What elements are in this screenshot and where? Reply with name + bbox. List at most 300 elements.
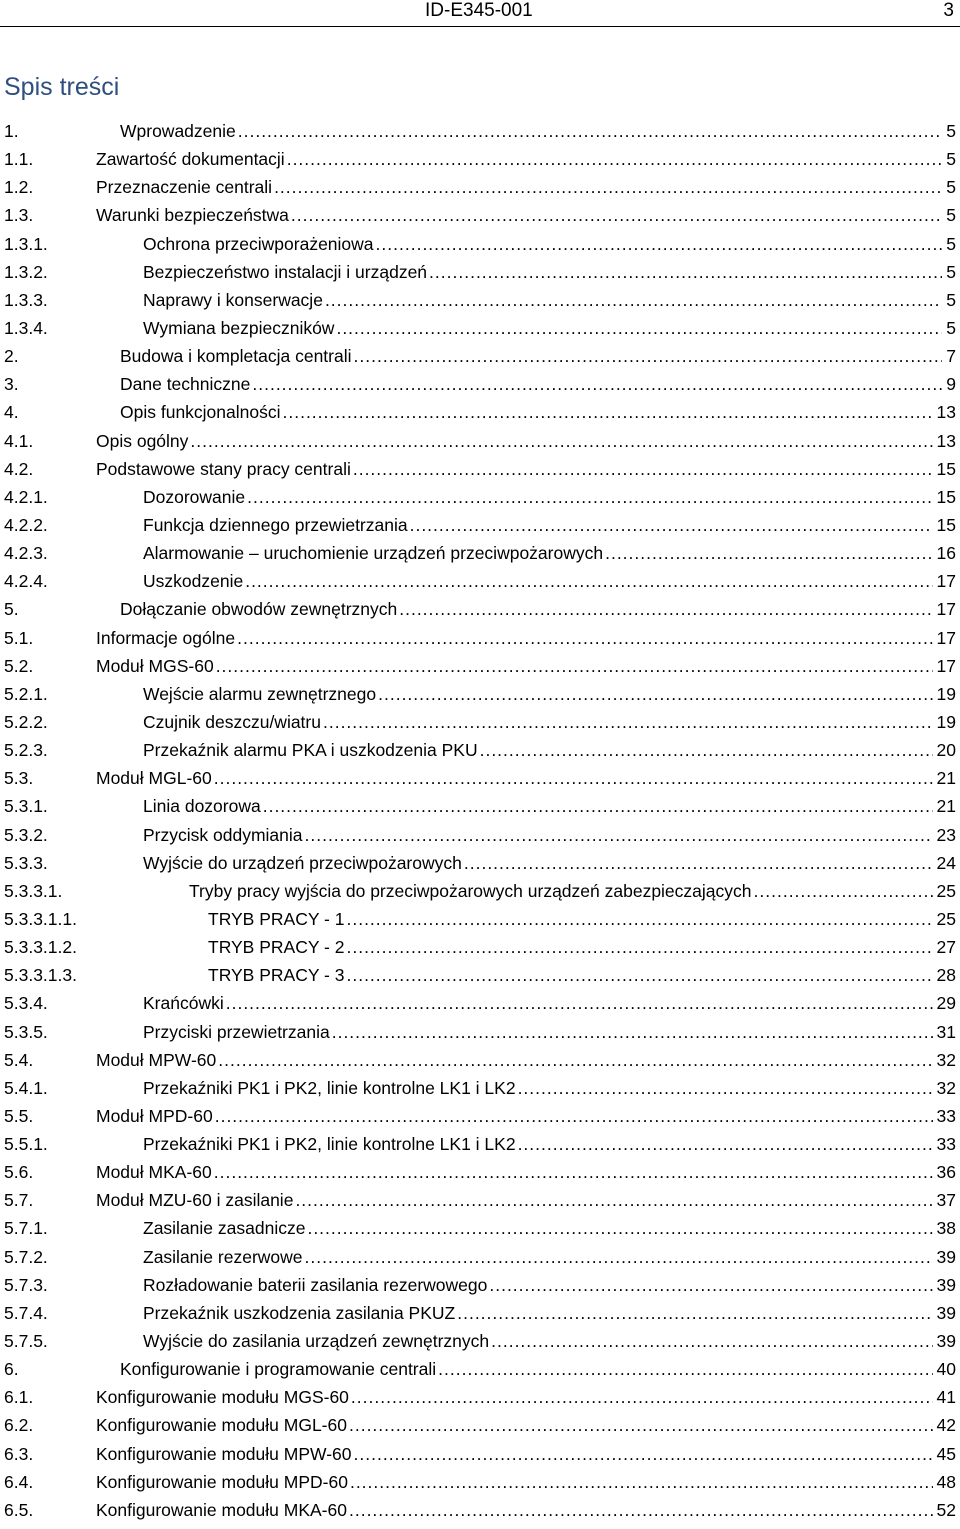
toc-entry-line bbox=[96, 173, 956, 201]
toc-entry-line bbox=[143, 314, 956, 342]
toc-entry-number: 6.4. bbox=[4, 1471, 34, 1492]
toc-entry-page: 24 bbox=[936, 852, 956, 873]
toc-entry[interactable] bbox=[4, 708, 956, 736]
toc-entry-number: 5.3.3. bbox=[4, 852, 48, 873]
toc-entry-number: 5.6. bbox=[4, 1162, 34, 1183]
toc-entry-title[interactable]: TRYB PRACY - 3 bbox=[208, 965, 345, 986]
toc-leader-dots bbox=[754, 877, 933, 905]
toc-entry-line bbox=[96, 652, 956, 680]
page-number: 3 bbox=[943, 0, 954, 21]
toc-leader-dots bbox=[291, 201, 942, 229]
toc-leader-dots bbox=[350, 1468, 933, 1496]
toc-entry-line bbox=[143, 483, 956, 511]
toc-entry[interactable] bbox=[4, 1214, 956, 1242]
toc-entry-title[interactable]: Krańcówki bbox=[143, 993, 224, 1014]
toc-leader-dots bbox=[307, 1214, 932, 1242]
toc-entry-page: 5 bbox=[946, 205, 956, 226]
toc-entry-number: 5.2.2. bbox=[4, 711, 48, 732]
toc-entry-line bbox=[96, 201, 956, 229]
toc-entry-page: 25 bbox=[936, 908, 956, 929]
toc-entry-line bbox=[208, 905, 956, 933]
toc-leader-dots bbox=[354, 1440, 933, 1468]
toc-entry-line bbox=[96, 1440, 956, 1468]
toc-entry-page: 25 bbox=[936, 880, 956, 901]
toc-entry[interactable] bbox=[4, 1355, 956, 1383]
toc-entry-title[interactable]: Rozładowanie baterii zasilania rezerwowego bbox=[143, 1274, 488, 1295]
toc-entry-title[interactable]: Przekaźnik alarmu PKA i uszkodzenia PKU bbox=[143, 740, 478, 761]
toc-entry[interactable] bbox=[4, 905, 956, 933]
toc-leader-dots bbox=[349, 1411, 933, 1439]
toc-entry-number: 5.7. bbox=[4, 1190, 34, 1211]
toc-entry-title[interactable]: Dołączanie obwodów zewnętrznych bbox=[120, 599, 398, 620]
toc-entry-page: 5 bbox=[946, 289, 956, 310]
toc-leader-dots bbox=[399, 595, 932, 623]
toc-entry[interactable] bbox=[4, 877, 956, 905]
toc-entry[interactable] bbox=[4, 145, 956, 173]
toc-entry-page: 40 bbox=[936, 1359, 956, 1380]
toc-entry-line bbox=[143, 230, 956, 258]
toc-leader-dots bbox=[378, 680, 932, 708]
toc-entry[interactable] bbox=[4, 989, 956, 1017]
toc-entry-page: 17 bbox=[936, 627, 956, 648]
toc-entry-line bbox=[208, 933, 956, 961]
toc-entry-page: 16 bbox=[936, 543, 956, 564]
toc-entry-number: 5.7.5. bbox=[4, 1331, 48, 1352]
toc-entry-title[interactable]: Konfigurowanie modułu MGL-60 bbox=[96, 1415, 347, 1436]
toc-entry-number: 5.3.2. bbox=[4, 824, 48, 845]
toc-entry-title[interactable]: Przyciski przewietrzania bbox=[143, 1021, 330, 1042]
toc-entry-title[interactable]: TRYB PRACY - 1 bbox=[208, 908, 345, 929]
toc-entry-number: 5.3.5. bbox=[4, 1021, 48, 1042]
toc-entry-number: 6. bbox=[4, 1359, 19, 1380]
toc-entry[interactable] bbox=[4, 455, 956, 483]
toc-entry[interactable] bbox=[4, 680, 956, 708]
toc-leader-dots bbox=[216, 652, 933, 680]
toc-leader-dots bbox=[226, 989, 933, 1017]
toc-leader-dots bbox=[605, 539, 932, 567]
toc-entry-title[interactable]: TRYB PRACY - 2 bbox=[208, 937, 345, 958]
toc-entry[interactable] bbox=[4, 342, 956, 370]
toc-entry-number: 5.5.1. bbox=[4, 1134, 48, 1155]
toc-entry-line bbox=[120, 370, 956, 398]
toc-leader-dots bbox=[346, 933, 932, 961]
toc-entry[interactable] bbox=[4, 1074, 956, 1102]
toc-entry-line bbox=[96, 1186, 956, 1214]
toc-entry-number: 5.2. bbox=[4, 655, 34, 676]
toc-leader-dots bbox=[325, 286, 942, 314]
toc-entry[interactable] bbox=[4, 567, 956, 595]
toc-entry-line bbox=[143, 708, 956, 736]
toc-entry-title[interactable]: Moduł MZU-60 i zasilanie bbox=[96, 1190, 294, 1211]
toc-entry-title[interactable]: Konfigurowanie modułu MPW-60 bbox=[96, 1443, 352, 1464]
toc-leader-dots bbox=[245, 567, 932, 595]
toc-entry-title[interactable]: Moduł MPW-60 bbox=[96, 1049, 217, 1070]
toc-entry-line bbox=[96, 1383, 956, 1411]
toc-entry[interactable] bbox=[4, 1271, 956, 1299]
toc-entry-number: 5. bbox=[4, 599, 19, 620]
toc-entry-number: 4.2.1. bbox=[4, 486, 48, 507]
toc-entry[interactable] bbox=[4, 258, 956, 286]
toc-entry[interactable] bbox=[4, 1186, 956, 1214]
toc-entry-title[interactable]: Tryby pracy wyjścia do przeciwpożarowych urządzeń zabezpieczających bbox=[189, 880, 752, 901]
toc-leader-dots bbox=[351, 1383, 933, 1411]
toc-leader-dots bbox=[464, 849, 933, 877]
toc-entry-title[interactable]: Wyjście do urządzeń przeciwpożarowych bbox=[143, 852, 462, 873]
toc-entry-number: 5.7.4. bbox=[4, 1302, 48, 1323]
toc-leader-dots bbox=[346, 961, 932, 989]
toc-entry-number: 5.3. bbox=[4, 768, 34, 789]
toc-entry-number: 1.3.2. bbox=[4, 261, 48, 282]
toc-entry[interactable] bbox=[4, 511, 956, 539]
toc-leader-dots bbox=[346, 905, 932, 933]
toc-entry-number: 4.1. bbox=[4, 430, 34, 451]
toc-entry-number: 4.2.2. bbox=[4, 514, 48, 535]
toc-entry[interactable] bbox=[4, 595, 956, 623]
toc-entry-number: 4. bbox=[4, 402, 19, 423]
toc-entry-title[interactable]: Wyjście do zasilania urządzeń zewnętrznych bbox=[143, 1331, 490, 1352]
toc-entry-line bbox=[208, 961, 956, 989]
toc-entry[interactable] bbox=[4, 652, 956, 680]
toc-entry-line bbox=[143, 849, 956, 877]
toc-leader-dots bbox=[305, 821, 933, 849]
toc-leader-dots bbox=[252, 370, 942, 398]
toc-entry-number: 1.3.4. bbox=[4, 317, 48, 338]
toc-entry-number: 5.3.3.1. bbox=[4, 880, 63, 901]
toc-entry[interactable] bbox=[4, 1440, 956, 1468]
toc-leader-dots bbox=[274, 173, 942, 201]
toc-entry-number: 5.7.3. bbox=[4, 1274, 48, 1295]
toc-entry-title[interactable]: Moduł MPD-60 bbox=[96, 1105, 213, 1126]
toc-entry[interactable] bbox=[4, 173, 956, 201]
toc-entry-title[interactable]: Konfigurowanie i programowanie centrali bbox=[120, 1359, 437, 1380]
toc-entry-page: 38 bbox=[936, 1218, 956, 1239]
toc-leader-dots bbox=[491, 1327, 932, 1355]
toc-entry-number: 6.2. bbox=[4, 1415, 34, 1436]
toc-entry-title[interactable]: Moduł MGS-60 bbox=[96, 655, 214, 676]
toc-entry-page: 41 bbox=[936, 1387, 956, 1408]
toc-entry[interactable] bbox=[4, 736, 956, 764]
toc-entry-page: 7 bbox=[946, 346, 956, 367]
toc-entry-number: 5.3.3.1.3. bbox=[4, 965, 77, 986]
toc-entry[interactable] bbox=[4, 483, 956, 511]
toc-entry-page: 17 bbox=[936, 655, 956, 676]
toc-entry-title[interactable]: Wejście alarmu zewnętrznego bbox=[143, 683, 377, 704]
toc-entry-page: 5 bbox=[946, 261, 956, 282]
toc-entry-line bbox=[143, 511, 956, 539]
toc-entry-number: 2. bbox=[4, 346, 19, 367]
toc-leader-dots bbox=[429, 258, 942, 286]
toc-entry-number: 3. bbox=[4, 374, 19, 395]
toc-entry-title[interactable]: Moduł MGL-60 bbox=[96, 768, 212, 789]
toc-entry[interactable] bbox=[4, 398, 956, 426]
toc-entry[interactable] bbox=[4, 1383, 956, 1411]
toc-entry-page: 36 bbox=[936, 1162, 956, 1183]
toc-entry-title[interactable]: Podstawowe stany pracy centrali bbox=[96, 458, 351, 479]
toc-entry-line bbox=[143, 1214, 956, 1242]
toc-entry[interactable] bbox=[4, 1496, 956, 1524]
toc-entry[interactable] bbox=[4, 961, 956, 989]
toc-entry[interactable] bbox=[4, 1299, 956, 1327]
toc-entry-number: 5.7.2. bbox=[4, 1246, 48, 1267]
toc-entry-number: 5.5. bbox=[4, 1105, 34, 1126]
toc-entry[interactable] bbox=[4, 286, 956, 314]
toc-leader-dots bbox=[353, 455, 933, 483]
toc-entry-number: 6.1. bbox=[4, 1387, 34, 1408]
toc-entry-number: 5.4. bbox=[4, 1049, 34, 1070]
toc-leader-dots bbox=[349, 1496, 933, 1524]
table-of-contents bbox=[4, 117, 956, 1524]
toc-entry-number: 5.2.1. bbox=[4, 683, 48, 704]
toc-entry-page: 19 bbox=[936, 683, 956, 704]
toc-entry-title[interactable]: Przekaźniki PK1 i PK2, linie kontrolne LK1 i LK2 bbox=[143, 1077, 516, 1098]
toc-entry-title[interactable]: Przeznaczenie centrali bbox=[96, 177, 273, 198]
toc-entry-page: 5 bbox=[946, 317, 956, 338]
toc-leader-dots bbox=[263, 792, 933, 820]
toc-entry-page: 31 bbox=[936, 1021, 956, 1042]
toc-leader-dots bbox=[305, 1243, 933, 1271]
toc-entry-page: 28 bbox=[936, 965, 956, 986]
toc-leader-dots bbox=[438, 1355, 932, 1383]
toc-entry-number: 6.3. bbox=[4, 1443, 34, 1464]
toc-entry-title[interactable]: Konfigurowanie modułu MPD-60 bbox=[96, 1471, 348, 1492]
toc-entry-page: 39 bbox=[936, 1331, 956, 1352]
toc-entry-line bbox=[143, 989, 956, 1017]
toc-leader-dots bbox=[457, 1299, 932, 1327]
toc-entry-page: 13 bbox=[936, 430, 956, 451]
toc-entry-title[interactable]: Zasilanie rezerwowe bbox=[143, 1246, 303, 1267]
toc-entry-line bbox=[120, 342, 956, 370]
toc-entry-title[interactable]: Przycisk oddymiania bbox=[143, 824, 303, 845]
toc-entry-page: 15 bbox=[936, 486, 956, 507]
toc-entry-number: 5.1. bbox=[4, 627, 34, 648]
toc-entry-line bbox=[120, 1355, 956, 1383]
toc-entry-title[interactable]: Funkcja dziennego przewietrzania bbox=[143, 514, 408, 535]
toc-entry-page: 48 bbox=[936, 1471, 956, 1492]
toc-leader-dots bbox=[287, 145, 943, 173]
toc-leader-dots bbox=[323, 708, 933, 736]
toc-entry-page: 5 bbox=[946, 233, 956, 254]
toc-entry-number: 1.3.3. bbox=[4, 289, 48, 310]
toc-entry-page: 45 bbox=[936, 1443, 956, 1464]
toc-entry-number: 1. bbox=[4, 121, 19, 141]
toc-entry-title[interactable]: Naprawy i konserwacje bbox=[143, 289, 323, 310]
toc-title: Spis treści bbox=[4, 73, 120, 101]
toc-entry-title[interactable]: Warunki bezpieczeństwa bbox=[96, 205, 289, 226]
toc-entry-line bbox=[189, 877, 956, 905]
toc-entry[interactable] bbox=[4, 117, 956, 145]
toc-leader-dots bbox=[336, 314, 942, 342]
toc-leader-dots bbox=[518, 1130, 933, 1158]
toc-entry[interactable] bbox=[4, 821, 956, 849]
toc-entry-number: 1.3.1. bbox=[4, 233, 48, 254]
toc-entry-number: 5.3.3.1.2. bbox=[4, 937, 77, 958]
toc-entry[interactable] bbox=[4, 624, 956, 652]
toc-entry[interactable] bbox=[4, 849, 956, 877]
toc-entry-title[interactable]: Uszkodzenie bbox=[143, 571, 244, 592]
toc-entry-number: 5.4.1. bbox=[4, 1077, 48, 1098]
toc-entry-line bbox=[96, 1496, 956, 1524]
toc-entry-line bbox=[96, 427, 956, 455]
toc-entry[interactable] bbox=[4, 1243, 956, 1271]
toc-entry-page: 32 bbox=[936, 1077, 956, 1098]
toc-entry-page: 33 bbox=[936, 1105, 956, 1126]
toc-entry-page: 52 bbox=[936, 1499, 956, 1520]
toc-entry-line bbox=[120, 117, 956, 145]
toc-entry-title[interactable]: Wprowadzenie bbox=[120, 121, 236, 141]
toc-leader-dots bbox=[480, 736, 933, 764]
toc-entry-title[interactable]: Konfigurowanie modułu MKA-60 bbox=[96, 1499, 347, 1520]
toc-leader-dots bbox=[489, 1271, 932, 1299]
toc-entry[interactable] bbox=[4, 427, 956, 455]
toc-entry-page: 13 bbox=[936, 402, 956, 423]
toc-entry[interactable] bbox=[4, 1130, 956, 1158]
toc-entry-title[interactable]: Dane techniczne bbox=[120, 374, 251, 395]
toc-entry-line bbox=[96, 764, 956, 792]
toc-entry-page: 17 bbox=[936, 571, 956, 592]
toc-entry-page: 42 bbox=[936, 1415, 956, 1436]
toc-entry-line bbox=[96, 1468, 956, 1496]
toc-entry-page: 39 bbox=[936, 1302, 956, 1323]
toc-entry-title[interactable]: Zasilanie zasadnicze bbox=[143, 1218, 306, 1239]
toc-leader-dots bbox=[354, 342, 943, 370]
toc-entry-line bbox=[143, 286, 956, 314]
toc-leader-dots bbox=[215, 1102, 933, 1130]
toc-entry[interactable] bbox=[4, 933, 956, 961]
toc-entry-page: 29 bbox=[936, 993, 956, 1014]
toc-entry-number: 1.1. bbox=[4, 149, 34, 170]
toc-entry-number: 5.7.1. bbox=[4, 1218, 48, 1239]
toc-entry[interactable] bbox=[4, 792, 956, 820]
toc-entry[interactable] bbox=[4, 1018, 956, 1046]
toc-entry-page: 17 bbox=[936, 599, 956, 620]
toc-entry-number: 4.2.3. bbox=[4, 543, 48, 564]
toc-entry-line bbox=[143, 1299, 956, 1327]
toc-entry[interactable] bbox=[4, 1046, 956, 1074]
toc-entry-page: 32 bbox=[936, 1049, 956, 1070]
toc-entry-page: 27 bbox=[936, 937, 956, 958]
toc-entry-title[interactable]: Opis funkcjonalności bbox=[120, 402, 281, 423]
toc-entry-page: 20 bbox=[936, 740, 956, 761]
toc-entry[interactable] bbox=[4, 314, 956, 342]
toc-entry-title[interactable]: Przekaźnik uszkodzenia zasilania PKUZ bbox=[143, 1302, 456, 1323]
toc-entry-page: 15 bbox=[936, 514, 956, 535]
toc-entry-title[interactable]: Bezpieczeństwo instalacji i urządzeń bbox=[143, 261, 428, 282]
toc-entry[interactable] bbox=[4, 370, 956, 398]
toc-leader-dots bbox=[190, 427, 932, 455]
toc-entry-title[interactable]: Alarmowanie – uruchomienie urządzeń przeciwpożarowych bbox=[143, 543, 604, 564]
toc-entry-page: 5 bbox=[946, 177, 956, 198]
toc-leader-dots bbox=[214, 764, 933, 792]
toc-entry-line bbox=[143, 1327, 956, 1355]
toc-entry-page: 21 bbox=[936, 768, 956, 789]
page-header bbox=[0, 0, 960, 27]
document-id: ID-E345-001 bbox=[425, 0, 533, 21]
toc-entry[interactable] bbox=[4, 1158, 956, 1186]
toc-entry[interactable] bbox=[4, 201, 956, 229]
toc-entry[interactable] bbox=[4, 1102, 956, 1130]
toc-leader-dots bbox=[410, 511, 933, 539]
toc-entry-number: 5.2.3. bbox=[4, 740, 48, 761]
toc-entry-number: 1.2. bbox=[4, 177, 34, 198]
toc-entry-line bbox=[143, 258, 956, 286]
toc-entry-page: 33 bbox=[936, 1134, 956, 1155]
toc-entry-line bbox=[143, 1243, 956, 1271]
toc-entry-line bbox=[143, 539, 956, 567]
toc-entry-line bbox=[96, 1046, 956, 1074]
toc-entry[interactable] bbox=[4, 1468, 956, 1496]
toc-leader-dots bbox=[218, 1046, 932, 1074]
toc-entry-line bbox=[143, 1271, 956, 1299]
toc-entry-line bbox=[143, 821, 956, 849]
toc-entry-number: 6.5. bbox=[4, 1499, 34, 1520]
toc-entry-title[interactable]: Przekaźniki PK1 i PK2, linie kontrolne LK1 i LK2 bbox=[143, 1134, 516, 1155]
toc-entry-title[interactable]: Konfigurowanie modułu MGS-60 bbox=[96, 1387, 349, 1408]
toc-entry-number: 4.2. bbox=[4, 458, 34, 479]
toc-entry-line bbox=[96, 1158, 956, 1186]
toc-entry-page: 39 bbox=[936, 1246, 956, 1267]
toc-entry-line bbox=[143, 736, 956, 764]
toc-entry-page: 5 bbox=[946, 149, 956, 170]
toc-entry[interactable] bbox=[4, 230, 956, 258]
toc-entry-number: 1.3. bbox=[4, 205, 34, 226]
toc-entry-title[interactable]: Opis ogólny bbox=[96, 430, 189, 451]
toc-entry[interactable] bbox=[4, 1411, 956, 1439]
toc-entry-page: 9 bbox=[946, 374, 956, 395]
toc-entry-number: 5.3.4. bbox=[4, 993, 48, 1014]
toc-entry-line bbox=[143, 1018, 956, 1046]
toc-entry-page: 37 bbox=[936, 1190, 956, 1211]
toc-leader-dots bbox=[247, 483, 932, 511]
toc-entry-title[interactable]: Informacje ogólne bbox=[96, 627, 236, 648]
toc-entry-page: 15 bbox=[936, 458, 956, 479]
toc-entry-title[interactable]: Czujnik deszczu/wiatru bbox=[143, 711, 321, 732]
toc-entry-line bbox=[143, 792, 956, 820]
toc-entry-title[interactable]: Moduł MKA-60 bbox=[96, 1162, 212, 1183]
toc-entry-line bbox=[96, 455, 956, 483]
toc-entry-page: 39 bbox=[936, 1274, 956, 1295]
toc-entry-line bbox=[143, 1130, 956, 1158]
toc-entry[interactable] bbox=[4, 764, 956, 792]
toc-leader-dots bbox=[376, 230, 943, 258]
toc-entry-title[interactable]: Linia dozorowa bbox=[143, 796, 261, 817]
toc-entry-line bbox=[120, 398, 956, 426]
toc-leader-dots bbox=[295, 1186, 932, 1214]
toc-entry-line bbox=[96, 145, 956, 173]
toc-entry-page: 5 bbox=[946, 121, 956, 141]
toc-entry[interactable] bbox=[4, 1327, 956, 1355]
toc-leader-dots bbox=[283, 398, 933, 426]
toc-entry-line bbox=[143, 1074, 956, 1102]
toc-entry-number: 4.2.4. bbox=[4, 571, 48, 592]
toc-entry-title[interactable]: Wymiana bezpieczników bbox=[143, 317, 335, 338]
toc-leader-dots bbox=[518, 1074, 933, 1102]
toc-entry-line bbox=[143, 680, 956, 708]
toc-entry-line bbox=[96, 624, 956, 652]
toc-leader-dots bbox=[238, 117, 943, 145]
toc-entry-line bbox=[96, 1102, 956, 1130]
toc-entry-title[interactable]: Budowa i kompletacja centrali bbox=[120, 346, 352, 367]
toc-entry-title[interactable]: Zawartość dokumentacji bbox=[96, 149, 285, 170]
toc-entry[interactable] bbox=[4, 539, 956, 567]
toc-entry-line bbox=[143, 567, 956, 595]
toc-entry-line bbox=[96, 1411, 956, 1439]
toc-entry-line bbox=[120, 595, 956, 623]
toc-leader-dots bbox=[332, 1018, 933, 1046]
toc-entry-title[interactable]: Ochrona przeciwporażeniowa bbox=[143, 233, 374, 254]
toc-entry-number: 5.3.1. bbox=[4, 796, 48, 817]
toc-entry-title[interactable]: Dozorowanie bbox=[143, 486, 246, 507]
toc-entry-page: 21 bbox=[936, 796, 956, 817]
